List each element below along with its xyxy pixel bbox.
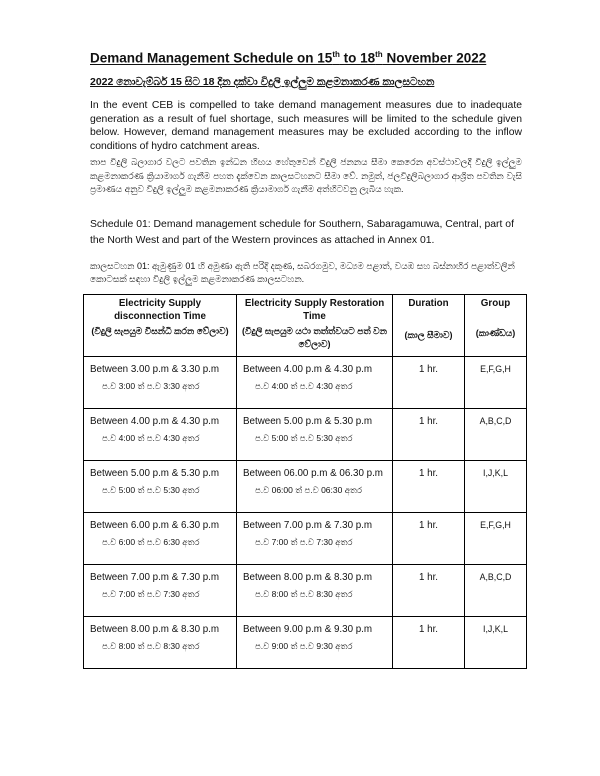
restoration-si: ප.ව 7:00 ත් ප.ව 7:30 අතර [255, 537, 353, 547]
restoration-si: ප.ව 9:00 ත් ප.ව 9:30 අතර [255, 641, 353, 651]
duration-cell [393, 461, 465, 513]
duration-cell [393, 565, 465, 617]
intro-english: In the event CEB is compelled to take demand management measures due to inadequate generation as a result of fuel shortage, such measures will be limited to the schedule given below. However, demand management measures may be excluded according to the inflow conditions of hydro catchment areas. [90, 100, 522, 152]
header-restoration-en: Electricity Supply Restoration Time [244, 298, 385, 322]
schedule-table [83, 294, 527, 669]
disconnection-si: ප.ව 5:00 ත් ප.ව 5:30 අතර [102, 485, 200, 495]
title-mid: to 18 [339, 50, 376, 66]
restoration-en: Between 06.00 p.m & 06.30 p.m [243, 468, 383, 479]
title-sup-1: th [332, 50, 340, 59]
restoration-cell [237, 409, 393, 461]
disconnection-cell [84, 565, 237, 617]
duration-value: 1 hr. [418, 364, 439, 375]
disconnection-cell [84, 617, 237, 669]
group-value: I,J,K,L [483, 624, 508, 634]
header-duration-si: (කාල සීමාව) [404, 329, 453, 340]
intro-sinhala: තාප විදුලි බලාගාර වලට පවතින ඉන්ධන හිඟය හේතුවෙන් විදුලි ජනනය සීමා කෙරෙන අවස්ථාවලදී විදුලි ඉල්ලුම කළමනාකරණ ක්‍රියාමාර්ග ගැනීම පහත දැක්වෙන කාලසටහනට සීමා වේ. නමුත්, ජලවිදුලිබලාගාර ආශ්‍රිත පවතින වැසි ප්‍රමාණය අනුව විදුලි ඉල්ලුම කළමනාකරණ ක්‍රියාමාර්ග ගැනීම අත්හිටවනු ලැබිය හැක. [90, 157, 522, 194]
duration-value: 1 hr. [418, 624, 439, 635]
title-sup-2: th [375, 50, 383, 59]
disconnection-si: ප.ව 4:00 ත් ප.ව 4:30 අතර [102, 433, 200, 443]
disconnection-si: ප.ව 6:00 ත් ප.ව 6:30 අතර [102, 537, 200, 547]
disconnection-si: ප.ව 3:00 ත් ප.ව 3:30 අතර [102, 381, 200, 391]
duration-cell [393, 513, 465, 565]
sinhala-title: 2022 නොවැම්බර් 15 සිට 18 දින දක්වා විදුලි ඉල්ලුම කළමනාකරණ කාලසටහන [90, 76, 435, 88]
group-value: A,B,C,D [479, 572, 512, 582]
table-row [84, 617, 527, 669]
page-title [90, 50, 486, 66]
group-cell [465, 617, 527, 669]
group-cell [465, 409, 527, 461]
group-value: E,F,G,H [480, 520, 511, 530]
restoration-en: Between 5.00 p.m & 5.30 p.m [243, 416, 373, 427]
schedule-english: Schedule 01: Demand management schedule for Southern, Sabaragamuwa, Central, part of the North West and part of the Western provinces as attached in Annex 01. [90, 219, 514, 246]
restoration-si: ප.ව 4:00 ත් ප.ව 4:30 අතර [255, 381, 353, 391]
header-disconnection [84, 295, 237, 357]
table-row [84, 461, 527, 513]
table-row [84, 513, 527, 565]
disconnection-cell [84, 513, 237, 565]
restoration-si: ප.ව 8:00 ත් ප.ව 8:30 අතර [255, 589, 353, 599]
restoration-en: Between 8.00 p.m & 8.30 p.m [243, 572, 373, 583]
title-end: November 2022 [382, 50, 487, 66]
group-cell [465, 565, 527, 617]
restoration-cell [237, 617, 393, 669]
duration-value: 1 hr. [418, 468, 439, 479]
header-restoration-si: (විදුලි සැපයුම යථා තත්ත්වයට පත් වන වේලාව) [242, 326, 387, 349]
group-cell [465, 357, 527, 409]
disconnection-en: Between 8.00 p.m & 8.30 p.m [90, 624, 220, 635]
disconnection-si: ප.ව 8:00 ත් ප.ව 8:30 අතර [102, 641, 200, 651]
restoration-cell [237, 461, 393, 513]
table-row [84, 409, 527, 461]
header-disconnection-si: (විදුලි සැපයුම විසන්ධි කරන වේලාව) [91, 326, 229, 336]
header-disconnection-en: Electricity Supply disconnection Time [114, 298, 206, 322]
restoration-si: ප.ව 06:00 ත් ප.ව 06:30 අතර [255, 485, 362, 495]
header-restoration [237, 295, 393, 357]
header-duration-en: Duration [408, 298, 449, 309]
duration-cell [393, 409, 465, 461]
header-group [465, 295, 527, 357]
disconnection-en: Between 5.00 p.m & 5.30 p.m [90, 468, 220, 479]
table-row [84, 565, 527, 617]
group-value: I,J,K,L [483, 468, 508, 478]
disconnection-cell [84, 461, 237, 513]
header-group-si: (කාණ්ඩය) [475, 327, 516, 338]
disconnection-si: ප.ව 7:00 ත් ප.ව 7:30 අතර [102, 589, 200, 599]
duration-cell [393, 617, 465, 669]
group-value: A,B,C,D [479, 416, 512, 426]
table-row [84, 357, 527, 409]
restoration-en: Between 7.00 p.m & 7.30 p.m [243, 520, 373, 531]
schedule-sinhala: කාලසටහන 01: ඇමුණුම 01 හි අමුණා ඇති පරිදි දකුණ, සබරගමුව, මධ්‍යම පළාත්, වයඹ සහ බස්නාහිර පළාත්වලින් කොටසක් සඳහා විදුලි ඉල්ලුම කළමනාකරණ කාලසටහන. [90, 261, 515, 284]
restoration-cell [237, 357, 393, 409]
disconnection-en: Between 7.00 p.m & 7.30 p.m [90, 572, 220, 583]
group-cell [465, 513, 527, 565]
restoration-en: Between 9.00 p.m & 9.30 p.m [243, 624, 373, 635]
header-duration [393, 295, 465, 357]
group-value: E,F,G,H [480, 364, 511, 374]
restoration-cell [237, 565, 393, 617]
duration-value: 1 hr. [418, 520, 439, 531]
title-main: Demand Management Schedule on 15 [90, 50, 333, 66]
duration-value: 1 hr. [418, 416, 439, 427]
group-cell [465, 461, 527, 513]
duration-cell [393, 357, 465, 409]
restoration-en: Between 4.00 p.m & 4.30 p.m [243, 364, 373, 375]
disconnection-cell [84, 409, 237, 461]
table-header-row [84, 295, 527, 357]
restoration-si: ප.ව 5:00 ත් ප.ව 5:30 අතර [255, 433, 353, 443]
disconnection-en: Between 3.00 p.m & 3.30 p.m [90, 364, 220, 375]
disconnection-en: Between 4.00 p.m & 4.30 p.m [90, 416, 220, 427]
restoration-cell [237, 513, 393, 565]
header-group-en: Group [480, 298, 511, 309]
disconnection-cell [84, 357, 237, 409]
disconnection-en: Between 6.00 p.m & 6.30 p.m [90, 520, 220, 531]
duration-value: 1 hr. [418, 572, 439, 583]
